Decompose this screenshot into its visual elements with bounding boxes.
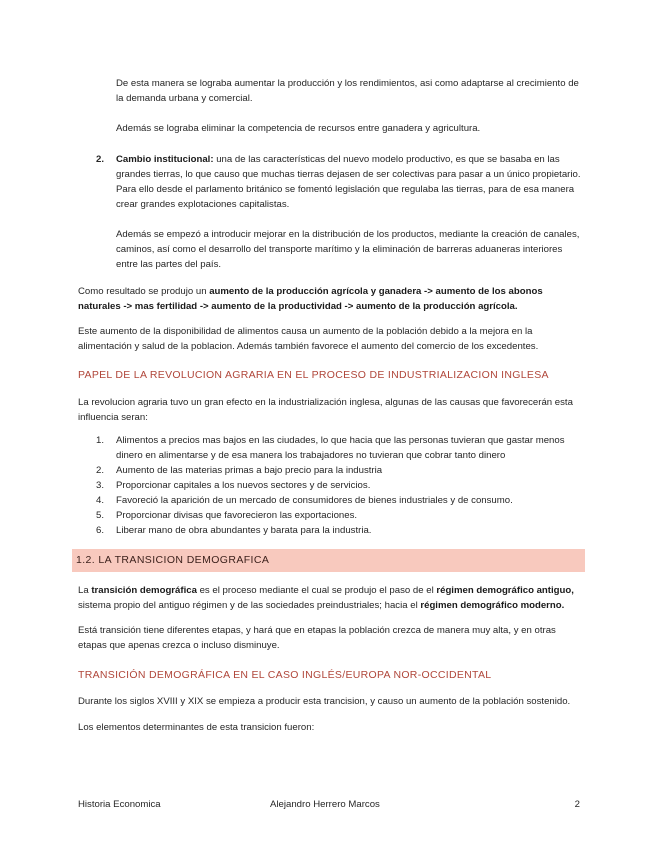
- page-content: [78, 76, 583, 735]
- institutional-change-title: Cambio institucional:: [116, 154, 214, 165]
- list-item: 2. Aumento de las materias primas a bajo precio para la industria: [96, 465, 383, 476]
- paragraph-productivity: De esta manera se lograba aumentar la producción y los rendimientos, asi como adaptarse al crecimiento de la demanda urbana y comercial.: [116, 78, 579, 104]
- causes-list: [78, 433, 583, 538]
- heading-agrarian-role: PAPEL DE LA REVOLUCION AGRARIA EN EL PROCESO DE INDUSTRIALIZACION INGLESA: [78, 369, 549, 381]
- definition-paragraph: La transición demográfica es el proceso mediante el cual se produjo el paso de el régimen demográfico antiguo, sistema propio del antiguo régimen y de las sociedades preindustriales; hacia el régimen demográfico moderno.: [78, 585, 574, 611]
- list-item: 6. Liberar mano de obra abundantes y barata para la industria.: [96, 525, 372, 536]
- result-lead: Como resultado se produjo un: [78, 286, 210, 297]
- heading-english-case: TRANSICIÓN DEMOGRÁFICA EN EL CASO INGLÉS/EUROPA NOR-OCCIDENTAL: [78, 669, 492, 681]
- list-item-institutional-change: [96, 152, 583, 272]
- section-title: 1.2. LA TRANSICION DEMOGRAFICA: [76, 554, 270, 566]
- elements-paragraph: Los elementos determinantes de esta transicion fueron:: [78, 722, 315, 733]
- page-footer: [78, 797, 580, 812]
- section-heading-demographic-transition: [72, 549, 585, 572]
- list-item: 5. Proporcionar divisas que favorecieron las exportaciones.: [96, 510, 358, 521]
- stages-paragraph: Está transición tiene diferentes etapas, y hará que en etapas la población crezca de manera muy alta, y en otras etapas que apenas crezca o incluso disminuye.: [78, 625, 556, 651]
- paragraph-competition: Además se lograba eliminar la competencia de recursos entre ganadera y agricultura.: [116, 123, 481, 134]
- list-item: 1. Alimentos a precios mas bajos en las ciudades, lo que hacia que las personas tuvieran que gastar menos dinero en alimentarse y de esa manera los trabajadores no tuvieran que cobrar tanto dinero: [96, 435, 565, 461]
- result-paragraph: [78, 284, 583, 314]
- list-item: 4. Favoreció la aparición de un mercado de consumidores de bienes industriales y de consumo.: [96, 495, 513, 506]
- result-chain: aumento de la producción agrícola y ganadera -> aumento de los abonos naturales -> mas fertilidad -> aumento de la productividad -> aumento de la producción agrícola.: [78, 286, 543, 312]
- footer-author: Alejandro Herrero Marcos: [270, 799, 380, 810]
- food-availability-paragraph: Este aumento de la disponibilidad de alimentos causa un aumento de la población debido a la mejora en la alimentación y salud de la poblacion. Además también favorece el aumento del comercio de los excedentes.: [78, 326, 539, 352]
- footer-course: Historia Economica: [78, 799, 161, 810]
- list-number: 2.: [96, 154, 105, 165]
- agrarian-intro-paragraph: La revolucion agraria tuvo un gran efecto en la industrialización inglesa, algunas de las causas que favorecerán esta influencia seran:: [78, 397, 573, 423]
- list-item: 3. Proporcionar capitales a los nuevos sectores y de servicios.: [96, 480, 371, 491]
- distribution-paragraph: Además se empezó a introducir mejorar en la distribución de los productos, mediante la creación de canales, caminos, así como el desarrollo del transporte marítimo y la eliminación de barreras aduaneras interiores entre las partes del país.: [116, 229, 580, 270]
- institutional-change-text: una de las características del nuevo modelo productivo, es que se basaba en las grandes tierras, lo que causo que muchas tierras dejasen de ser colectivas para pasar a un único propietario. Para ello desde el parlamento británico se fomentó legislación que regulaba las tierras, para de esa manera crear grandes explotaciones capitalistas.: [116, 154, 581, 210]
- centuries-paragraph: Durante los siglos XVIII y XIX se empieza a producir esta trancision, y causo un aumento de la población sostenido.: [78, 696, 571, 707]
- page-number: 2: [574, 799, 580, 810]
- institutional-change-paragraph: [116, 152, 583, 212]
